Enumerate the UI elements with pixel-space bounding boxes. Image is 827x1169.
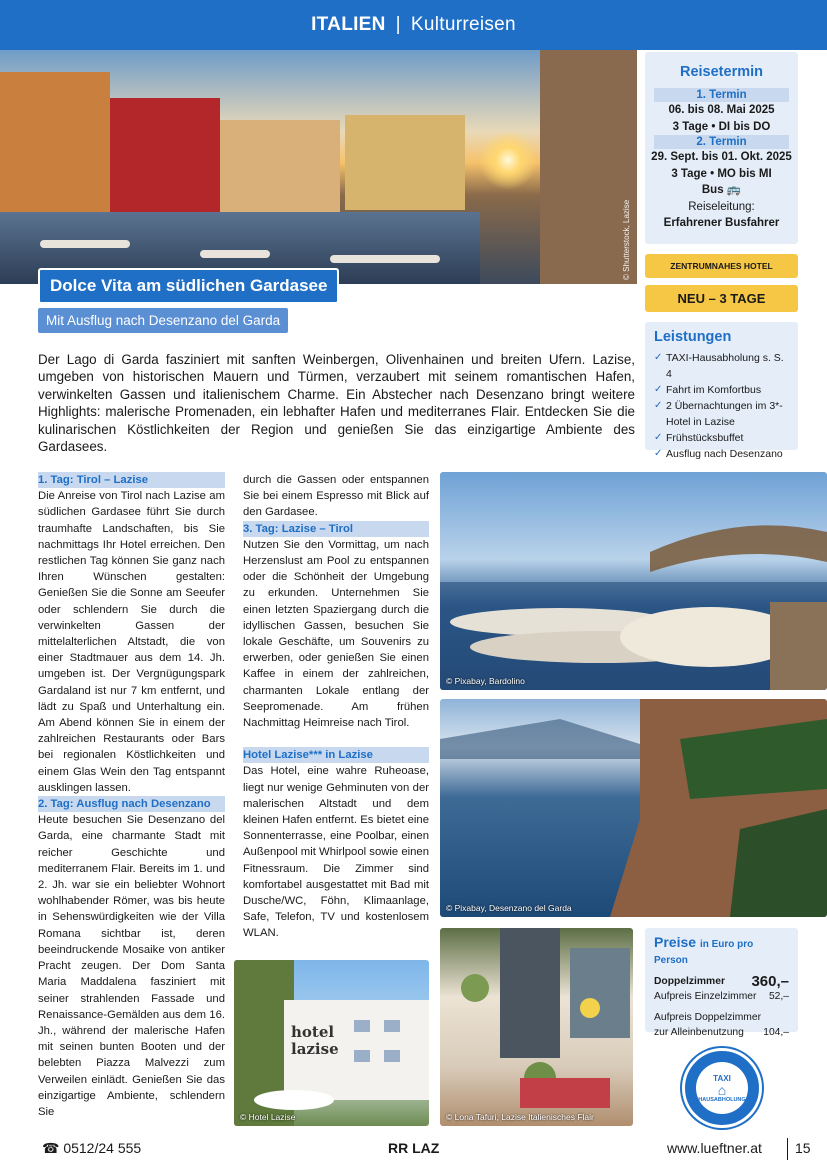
taxi-line1: TAXI (713, 1073, 731, 1083)
termin2-label: 2. Termin (654, 135, 789, 149)
preise-title (654, 934, 789, 966)
termin1-dates: 06. bis 08. Mai 2025 (668, 104, 775, 116)
bardolino-illustration (440, 472, 827, 690)
price-label: Doppelzimmer (654, 976, 725, 987)
day2-text: Heute besuchen Sie Desenzano del Garda, eine charmante Stadt mit reicher Geschichte und mediterranem Flair. Bereits im 1. und 2. Jh. war sie ein beliebter Wohnort wohlhabender Römer, was bis heute in Sehenswürdigkeiten wie der Villa Romana sichtbar ist, deren beeindruckende Mosaike von antiker Pracht zeugen. Der Dom Santa Maria Maddalena fasziniert mit seiner strahlenden Fassade und Renaissance-Gemälden aus dem 16. Jh., während der malerische Hafen mit seinen bunten Booten und der belebten Piazza Malvezzi zum Verweilen einlädt. Genießen Sie das einzigartige Ambiente, schlendern Sie (38, 814, 225, 1118)
price-label: Aufpreis Doppelzimmer (654, 1012, 762, 1023)
day2-text-cont: durch die Gassen oder entspannen Sie bei einem Espresso mit Blick auf den Gardasee. (243, 474, 429, 519)
hotel-text: Das Hotel, eine wahre Ruheoase, liegt nur wenige Gehminuten von der malerischen Altstadt und dem kleinen Hafen entfernt. Es bietet eine Sonnenterrasse, eine Poolbar, einen Außenpool mit Whirlpool sowie einen Fitnessraum. Die Zimmer sind komfortabel ausgestattet mit Bad mit Dusche/WC, Föhn, Klimaanlage, Safe, Telefon, TV und kostenlosem WLAN. (243, 765, 429, 940)
photo-credit: © Pixabay, Bardolino (446, 676, 525, 686)
leistungen-list (654, 350, 789, 462)
intro-text: Der Lago di Garda fasziniert mit sanften Weinbergen, Olivenhainen und breiten Ufern. Lazise, umgeben von historischen Mauern und Türmen, verzaubert mit seinem romantischen Hafen, verwinkelten Gassen und italienischem Charme. Ein Abstecher nach Desenzano bringt weitere Highlights: malerische Promenaden, ein lebhafter Hafen und mediterranes Flair. Entdecken Sie die kulinarischen Köstlichkeiten der Region und genießen Sie das einzigartige Ambiente des Gardasees. (38, 352, 635, 455)
price-row-da-2 (654, 1025, 789, 1040)
photo-bardolino (440, 472, 827, 690)
transport-bus: Bus 🚌 (701, 184, 742, 196)
footer-website[interactable]: www.lueftner.at (667, 1140, 762, 1156)
reisetermin-box (645, 52, 798, 244)
price-value: 104,– (763, 1027, 789, 1038)
footer-phone: ☎ 0512/24 555 (42, 1140, 142, 1156)
hero-boat (200, 250, 270, 258)
photo-hotel (234, 960, 429, 1126)
hero-sun (478, 130, 538, 190)
day1-title: 1. Tag: Tirol – Lazise (38, 472, 225, 488)
price-value: 52,– (768, 991, 789, 1002)
hotel-sign: hotel lazise (291, 1023, 339, 1058)
price-label: zur Alleinbenutzung (654, 1027, 744, 1038)
photo-lazise (440, 928, 633, 1126)
hero-boat (330, 255, 440, 263)
day3-text: Nutzen Sie den Vormittag, um nach Herzenslust am Pool zu entspannen oder die Schönheit der Umgebung zu erkunden. Unternehmen Sie einen letzten Spaziergang durch die idyllischen Gassen, besuchen Sie lokale Geschäfte, um Souvenirs zu erwerben, oder genießen Sie einen Kaffee in einem der zahlreichen, charmanten Lokale entlang der Seepromenade. Am frühen Nachmittag Heimreise nach Tirol. (243, 538, 429, 730)
photo-desenzano (440, 699, 827, 917)
photo-credit: © Hotel Lazise (240, 1112, 296, 1122)
photo-credit: © Lona Tafuri, Lazise Italienisches Flair (446, 1112, 594, 1122)
list-item: ✓ Ausflug nach Desenzano (654, 446, 789, 462)
list-item: ✓ TAXI-Hausabholung s. S. 4 (654, 350, 789, 382)
list-item: ✓ 2 Übernachtungen im 3*-Hotel in Lazise (654, 398, 789, 430)
hotel-badge: ZENTRUMNAHES HOTEL (645, 254, 798, 278)
leistungen-box (645, 322, 798, 460)
page-number: 15 (795, 1140, 811, 1156)
termin2-dates: 29. Sept. bis 01. Okt. 2025 (651, 151, 792, 163)
preise-title-text: Preise (654, 934, 697, 950)
price-label: Aufpreis Einzelzimmer (654, 991, 757, 1002)
hero-boat (40, 240, 130, 248)
header-separator: | (395, 14, 401, 35)
footer-code: RR LAZ (388, 1140, 440, 1156)
list-item: ✓ Frühstücksbuffet (654, 430, 789, 446)
header-category: Kulturreisen (410, 14, 516, 35)
hotel-title: Hotel Lazise*** in Lazise (243, 747, 429, 763)
day3-title: 3. Tag: Lazise – Tirol (243, 521, 429, 537)
hero-building (345, 115, 465, 210)
hero-image (0, 50, 637, 284)
list-item: ✓ Fahrt im Komfortbus (654, 382, 789, 398)
preise-box (645, 928, 798, 1038)
termin1-label: 1. Termin (654, 88, 789, 102)
price-value: 360,– (751, 973, 789, 990)
hero-building (220, 120, 340, 212)
day1-text: Die Anreise von Tirol nach Lazise am südlichen Gardasee führt Sie durch traumhafte Landschaften, bis Sie nachmittags Ihr Hotel erreichen. Den restlichen Tag können Sie ganz nach Ihren Wünschen gestalten: Genießen Sie die Sonne am Seeufer oder schlendern Sie durch die verwinkelten Gassen der mittelalterlichen Altstadt, die von einer Stadtmauer aus dem 14. Jh. umgeben ist. Der Vergnügungspark Gardaland ist nur 7 km entfernt, und lädt zu Spaß und Unterhaltung ein. Am Abend können Sie in einem der zahlreichen Restaurants oder Bars bei regionalen Köstlichkeiten und einem Glas Wein den Tag entspannt ausklingen lassen. (38, 490, 225, 794)
termin1-days: 3 Tage • DI bis DO (672, 120, 771, 133)
leitung-value: Erfahrener Busfahrer (663, 217, 780, 229)
termin2-days: 3 Tage • MO bis MI (671, 167, 772, 180)
leitung-label: Reiseleitung: (688, 200, 755, 213)
price-row-ez (654, 989, 789, 1004)
preise-subtitle: in Euro pro Person (654, 939, 754, 966)
page-subtitle: Mit Ausflug nach Desenzano del Garda (38, 308, 288, 333)
page-header (0, 0, 827, 50)
hero-building (110, 98, 220, 212)
itinerary-column-2 (243, 472, 429, 942)
column-spacer (243, 731, 429, 747)
footer-divider (787, 1138, 788, 1160)
header-country: ITALIEN (311, 14, 386, 35)
house-icon: ⌂ (717, 1081, 727, 1098)
photo-credit: © Pixabay, Desenzano del Garda (446, 903, 572, 913)
leistungen-title: Leistungen (654, 329, 732, 345)
price-row-da (654, 1010, 789, 1025)
taxi-logo-inner (696, 1062, 748, 1114)
neu-badge: NEU – 3 TAGE (645, 285, 798, 312)
reisetermin-title: Reisetermin (679, 64, 763, 80)
page-title: Dolce Vita am südlichen Gardasee (38, 268, 339, 304)
hero-credit: © Shutterstock, Lazise (622, 199, 631, 280)
desenzano-illustration (440, 699, 827, 917)
taxi-line2: HAUSABHOLUNG (698, 1096, 746, 1103)
taxi-logo (682, 1048, 762, 1128)
hero-building (0, 72, 110, 212)
page-footer (0, 1138, 827, 1162)
itinerary-column-1 (38, 472, 225, 1120)
price-row-dz (654, 974, 789, 989)
day2-title: 2. Tag: Ausflug nach Desenzano (38, 796, 225, 812)
lazise-illustration (440, 928, 633, 1126)
